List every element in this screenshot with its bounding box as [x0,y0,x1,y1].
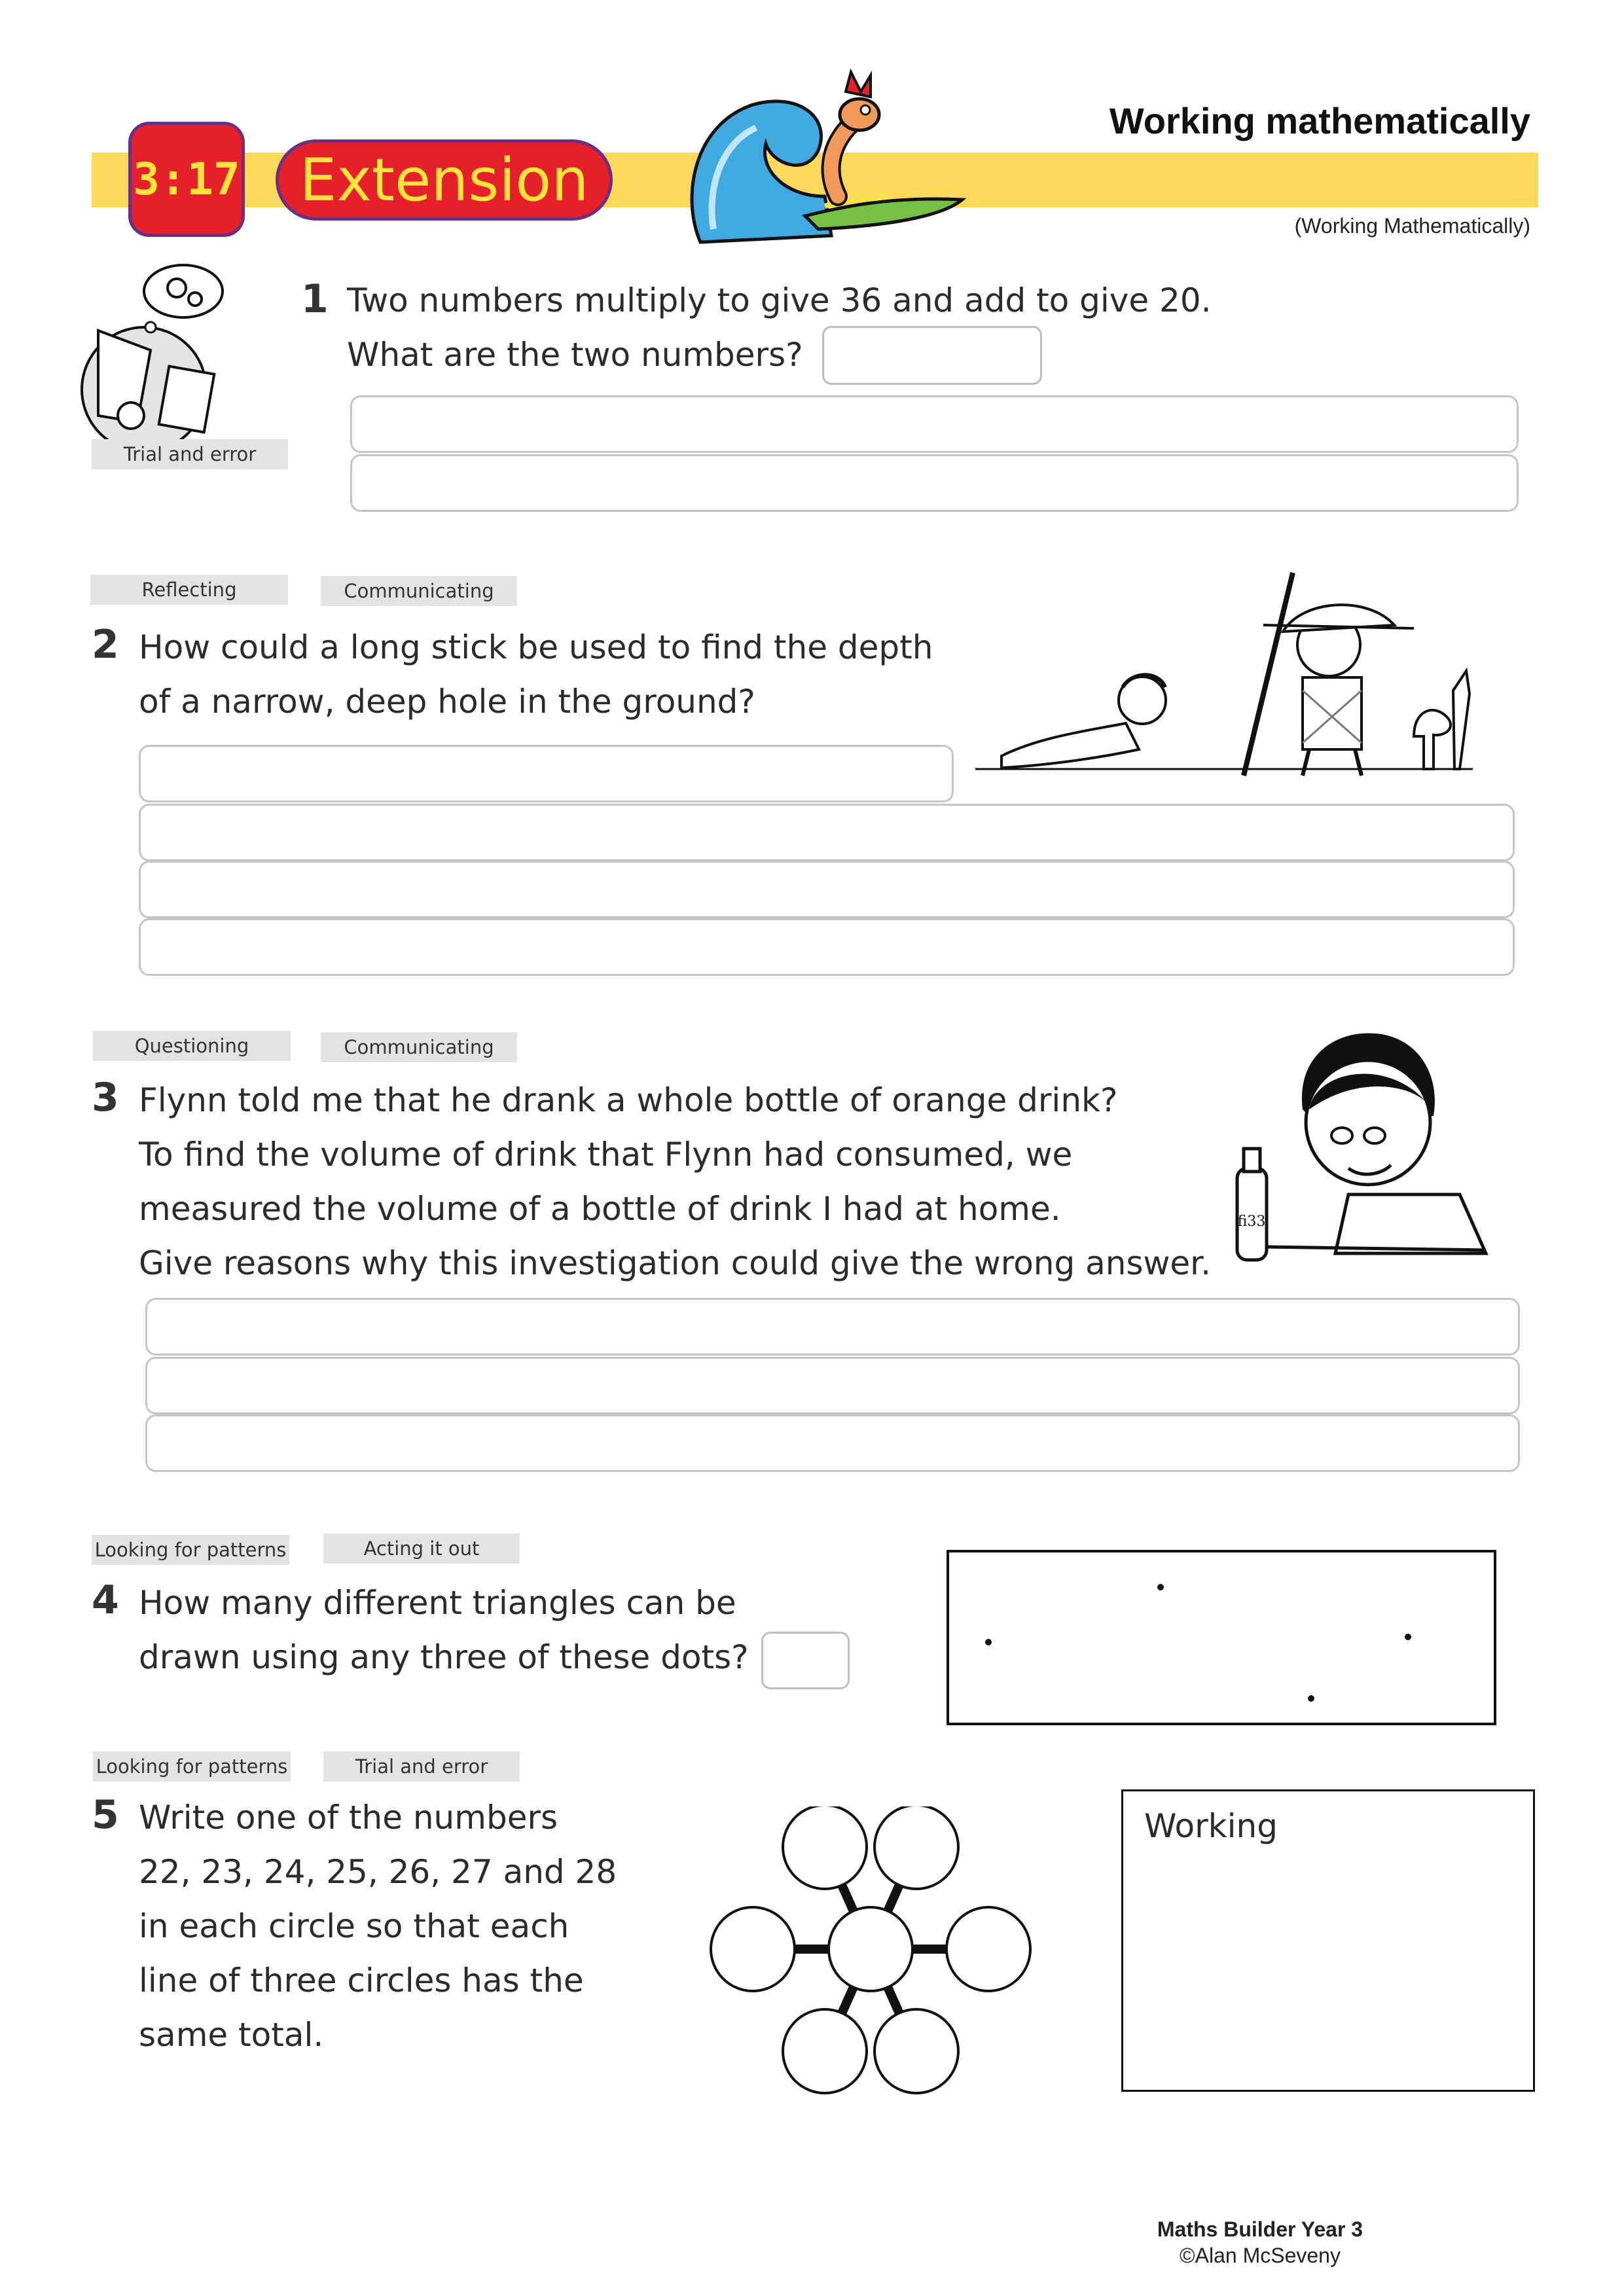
surfing-worm-illustration [674,65,975,255]
question-text-line: of a narrow, deep hole in the ground? [139,683,755,721]
answer-line[interactable] [350,395,1519,453]
strategy-tag: Communicating [321,576,517,606]
answer-line[interactable] [145,1357,1520,1414]
question-text-line: measured the volume of a bottle of drink I had at home. [139,1190,1061,1228]
dot [1308,1695,1314,1702]
thinking-character-illustration [59,252,229,455]
answer-line[interactable] [139,745,954,802]
question-text-line: 22, 23, 24, 25, 26, 27 and 28 [139,1853,617,1891]
strategy-tag: Communicating [321,1032,517,1062]
question-number: 5 [92,1792,119,1838]
question-number: 1 [301,276,329,322]
strategy-tag: Reflecting [90,575,288,605]
boy-with-bottle-illustration [1224,1018,1499,1293]
strategy-tag: Trial and error [323,1751,520,1782]
working-box[interactable] [1121,1789,1535,2092]
answer-line[interactable] [139,804,1515,861]
question-number: 3 [92,1075,119,1121]
strategy-tag: Questioning [93,1031,291,1061]
question-text-line: line of three circles has the [139,1962,584,2000]
lesson-title-badge [276,139,613,221]
answer-line[interactable] [139,918,1515,976]
question-text-line: Write one of the numbers [139,1799,558,1837]
section-title: Working mathematically [1109,100,1530,141]
question-text-line: What are the two numbers? [347,336,803,374]
answer-line[interactable] [145,1298,1520,1355]
strategy-tag: Trial and error [92,439,288,469]
question-text-line: drawn using any three of these dots? [139,1638,749,1676]
question-number: 4 [92,1577,119,1623]
puzzle-circle[interactable] [875,2009,958,2093]
question-text-line: in each circle so that each [139,1907,569,1945]
dots-box [947,1550,1496,1725]
strategy-tag: Acting it out [323,1534,520,1564]
puzzle-circle[interactable] [829,1907,912,1991]
footer-copyright: ©Alan McSeveny [1180,2244,1341,2267]
footer-title: Maths Builder Year 3 [1157,2217,1363,2241]
puzzle-circle[interactable] [783,2009,867,2093]
circle-puzzle-diagram [700,1806,1041,2094]
lesson-number: 3:17 [133,153,240,206]
puzzle-circle[interactable] [783,1806,867,1889]
answer-box[interactable] [822,326,1042,385]
question-text-line: Flynn told me that he drank a whole bottle of orange drink? [139,1081,1118,1119]
answer-line[interactable] [145,1414,1520,1472]
question-text-line: How many different triangles can be [139,1584,736,1622]
question-text-line: To find the volume of drink that Flynn had consumed, we [139,1136,1073,1174]
section-subtitle: (Working Mathematically) [1294,214,1530,238]
puzzle-circle[interactable] [875,1806,958,1889]
dot [1157,1584,1164,1590]
dot [985,1639,992,1645]
question-text-line: Two numbers multiply to give 36 and add to give 20. [347,281,1212,319]
answer-line[interactable] [139,861,1515,918]
question-text-line: same total. [139,2016,324,2054]
lesson-number-badge [128,122,245,237]
strategy-tag: Looking for patterns [93,1751,291,1782]
lesson-title: Extension [299,145,589,215]
question-text-line: How could a long stick be used to find the depth [139,628,933,666]
working-label: Working [1144,1807,1278,1845]
stick-and-hole-illustration [962,560,1486,795]
strategy-tag: Looking for patterns [92,1535,289,1565]
bottle-label: fi33 [1237,1213,1266,1230]
puzzle-circle[interactable] [711,1907,795,1991]
answer-box[interactable] [761,1632,850,1689]
puzzle-circle[interactable] [947,1907,1030,1991]
dot [1405,1634,1411,1640]
question-text-line: Give reasons why this investigation could give the wrong answer. [139,1244,1212,1282]
question-number: 2 [92,622,119,668]
answer-line[interactable] [350,454,1519,512]
